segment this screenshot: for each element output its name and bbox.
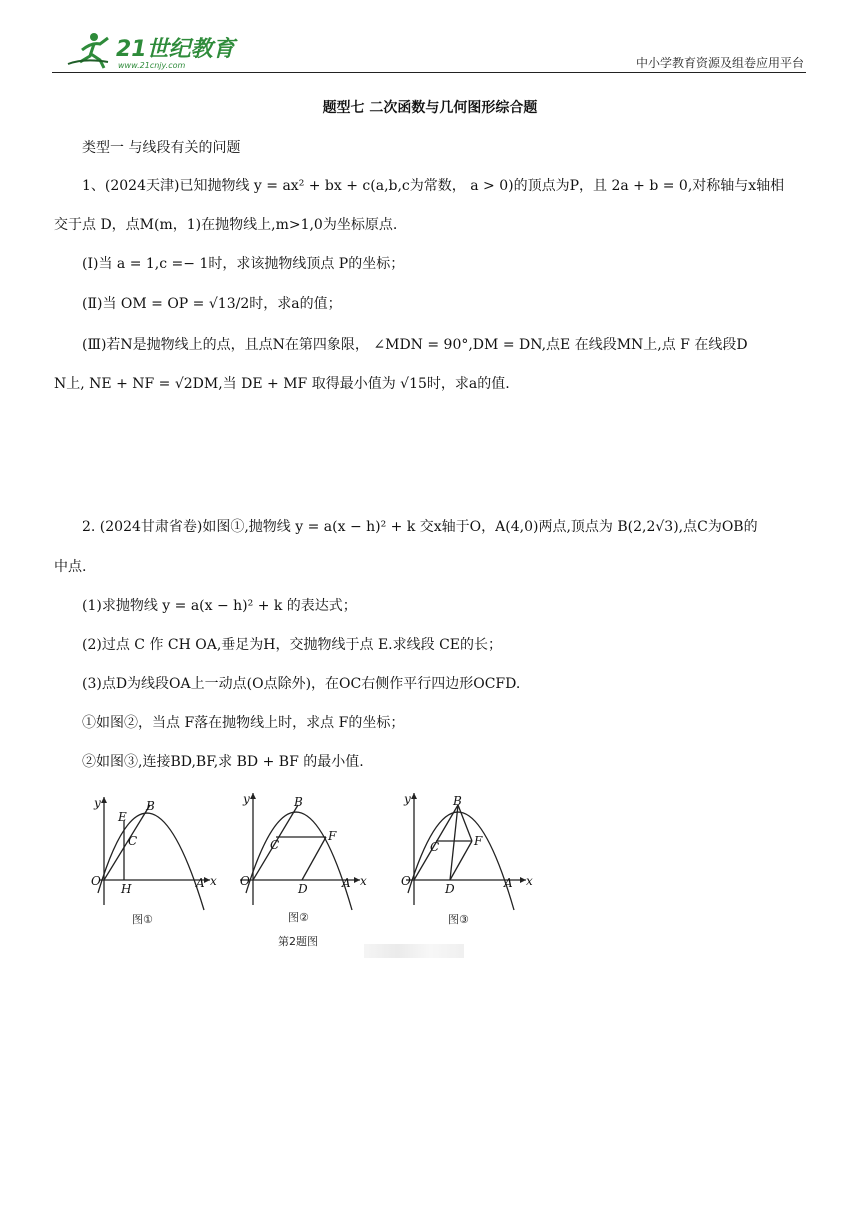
- fig2-label-c: C: [270, 838, 280, 852]
- fig1-label-b: B: [146, 799, 155, 813]
- fig2-label-o: O: [240, 874, 250, 888]
- header-platform-text: 中小学教育资源及组卷应用平台: [635, 56, 804, 70]
- q1-part-2: (Ⅱ)当 OM = OP = √13/2时，求a的值；: [82, 296, 342, 312]
- q1-part-1: (Ⅰ)当 a = 1,c =− 1时，求该抛物线顶点 P的坐标；: [82, 256, 405, 272]
- fig1-label-x: x: [210, 874, 217, 888]
- q2-part-2: (2)过点 C 作 CH OA,垂足为H，交抛物线于点 E.求线段 CE的长；: [82, 637, 503, 653]
- fig3-caption: 图③: [448, 913, 469, 926]
- fig1-caption: 图①: [132, 913, 153, 926]
- fig3-label-a: A: [504, 876, 513, 890]
- fig1-label-o: O: [91, 874, 101, 888]
- fig1-label-e: E: [118, 810, 127, 824]
- fig2-label-a: A: [342, 876, 351, 890]
- fig1-label-y: y: [94, 796, 101, 810]
- q2-part-1: (1)求抛物线 y = a(x − h)² + k 的表达式；: [82, 598, 357, 614]
- fig3-label-d: D: [445, 882, 455, 896]
- fig1-parabola: [98, 813, 204, 910]
- page-header: [52, 24, 806, 73]
- logo-url: www.21cnjy.com: [118, 61, 186, 70]
- fig2-label-x: x: [360, 874, 367, 888]
- figure-caption: 第2题图: [278, 935, 318, 948]
- question-2-figures: [88, 785, 548, 960]
- fig3-label-x: x: [526, 874, 533, 888]
- logo: [64, 28, 264, 70]
- fig3-label-o: O: [401, 874, 411, 888]
- fig3-label-b: B: [453, 794, 462, 808]
- q1-part-3-line-1: (Ⅲ)若N是抛物线上的点，且点N在第四象限， ∠MDN = 90°,DM = DN,点E 在线段MN上,点 F 在线段D: [82, 337, 748, 353]
- fig2-label-y: y: [243, 792, 250, 806]
- fig1-label-a: A: [196, 876, 205, 890]
- scan-smudge: [364, 944, 464, 958]
- q2-part-3b: ②如图③,连接BD,BF,求 BD + BF 的最小值.: [82, 754, 364, 770]
- q2-line-2: 中点.: [54, 559, 87, 575]
- fig3-label-y: y: [404, 792, 411, 806]
- fig2-caption: 图②: [288, 911, 309, 924]
- fig3-label-c: C: [430, 840, 440, 854]
- q2-line-1: 2. (2024甘肃省卷)如图①,抛物线 y = a(x − h)² + k 交x轴于O，A(4,0)两点,顶点为 B(2,2√3),点C为OB的: [82, 519, 758, 535]
- q1-line-1: 1、(2024天津)已知抛物线 y = ax² + bx + c(a,b,c为常数， a > 0)的顶点为P，且 2a + b = 0,对称轴与x轴相: [82, 178, 785, 194]
- fig3-label-f: F: [474, 834, 483, 848]
- q2-part-3a: ①如图②，当点 F落在抛物线上时，求点 F的坐标；: [82, 715, 405, 731]
- section-heading: 类型一 与线段有关的问题: [82, 140, 241, 156]
- q2-part-3: (3)点D为线段OA上一动点(O点除外)，在OC右侧作平行四边形OCFD.: [82, 676, 521, 692]
- fig2-label-b: B: [294, 795, 303, 809]
- fig2-label-f: F: [328, 829, 337, 843]
- fig2-label-d: D: [298, 882, 308, 896]
- q1-line-2: 交于点 D，点M(m，1)在抛物线上,m>1,0为坐标原点.: [54, 217, 398, 233]
- fig1-label-h: H: [121, 882, 132, 896]
- fig1-label-c: C: [128, 834, 138, 848]
- page-title: 题型七 二次函数与几何图形综合题: [322, 100, 538, 116]
- q1-part-3-line-2: N上, NE + NF = √2DM,当 DE + MF 取得最小值为 √15时，求a的值.: [54, 376, 510, 392]
- logo-text: 21世纪教育: [116, 37, 235, 62]
